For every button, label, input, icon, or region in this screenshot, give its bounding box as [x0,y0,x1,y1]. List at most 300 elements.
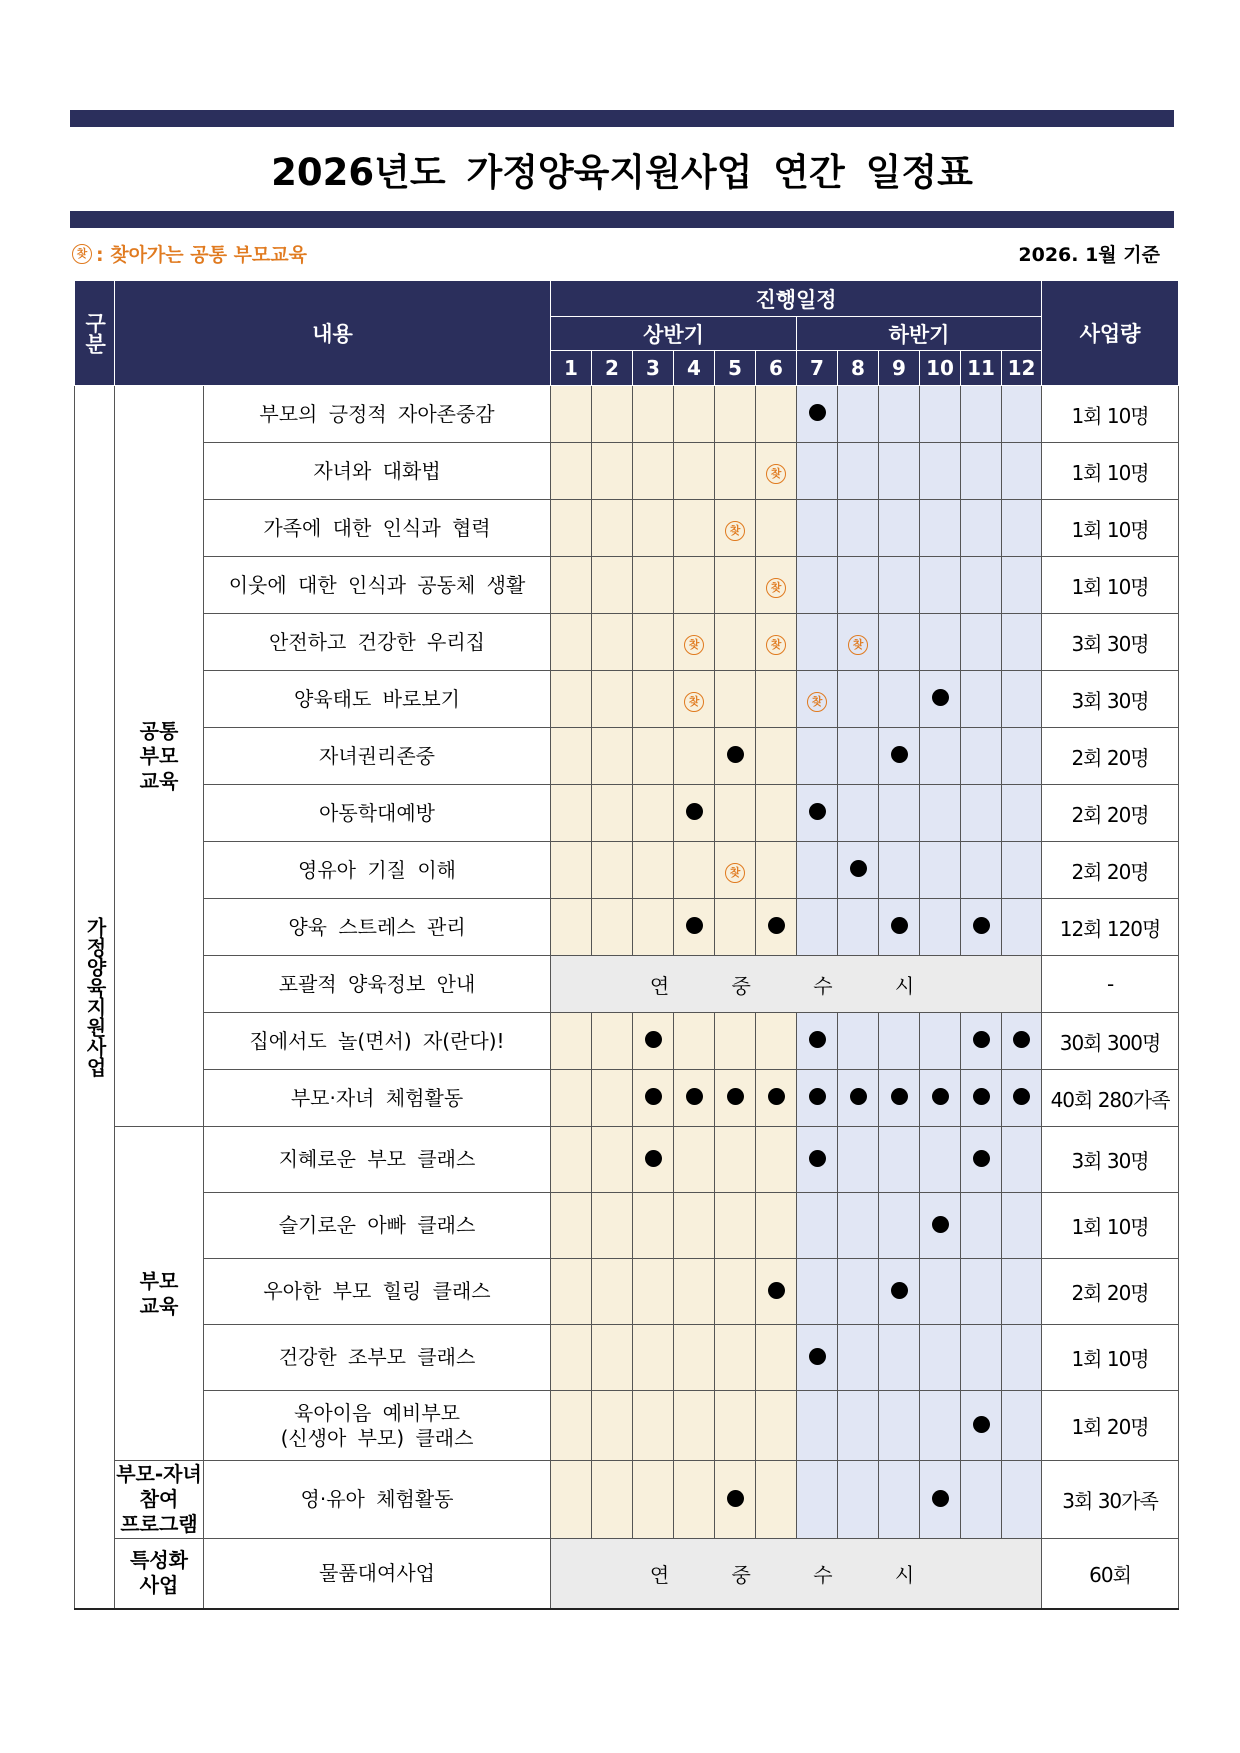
month-cell [838,842,879,899]
table-row [75,1127,1179,1193]
month-cell [674,386,715,443]
month-cell [674,728,715,785]
month-cell [1002,1259,1042,1325]
program-name: 집에서도 놀(면서) 자(란다)! [204,1013,551,1070]
month-cell [920,557,961,614]
month-cell [633,1127,674,1193]
month-cell [797,557,838,614]
scheduled-dot-icon [932,689,949,706]
table-row [75,1193,1179,1259]
month-cell [920,785,961,842]
month-header: 9 [879,351,920,386]
month-cell [961,842,1002,899]
program-name: 부모의 긍정적 자아존중감 [204,386,551,443]
month-cell [838,1070,879,1127]
scheduled-dot-icon [768,1282,785,1299]
table-row [75,443,1179,500]
visit-mark-icon: 찾 [807,692,827,712]
month-cell [674,1193,715,1259]
month-cell [756,1193,797,1259]
month-cell [551,842,592,899]
month-header: 2 [592,351,633,386]
visit-mark-icon: 찾 [725,521,745,541]
month-cell [674,1461,715,1539]
month-cell [756,842,797,899]
month-cell [715,671,756,728]
month-cell [920,614,961,671]
month-cell [879,728,920,785]
month-cell [633,500,674,557]
main-category: 가정양육지원사업 [75,386,115,1609]
header-amount: 사업량 [1042,281,1179,386]
month-header: 12 [1002,351,1042,386]
scheduled-dot-icon [891,917,908,934]
month-cell [592,614,633,671]
scheduled-dot-icon [809,1088,826,1105]
table-row [75,614,1179,671]
scheduled-dot-icon [768,917,785,934]
month-cell [551,671,592,728]
program-name: 포괄적 양육정보 안내 [204,956,551,1013]
month-cell [756,614,797,671]
month-cell [551,1325,592,1391]
visit-mark-icon: 찾 [725,863,745,883]
month-cell [674,614,715,671]
month-cell [920,728,961,785]
month-cell [551,1070,592,1127]
month-cell [551,614,592,671]
scheduled-dot-icon [973,1416,990,1433]
month-cell [633,728,674,785]
month-cell [879,557,920,614]
visit-mark-icon: 찾 [848,635,868,655]
month-cell [674,1259,715,1325]
table-row [75,785,1179,842]
month-cell [633,443,674,500]
scheduled-dot-icon [686,1088,703,1105]
month-cell [674,557,715,614]
program-name: 이웃에 대한 인식과 공동체 생활 [204,557,551,614]
scheduled-dot-icon [768,1088,785,1105]
table-row [75,500,1179,557]
month-cell [551,1013,592,1070]
scheduled-dot-icon [973,1150,990,1167]
month-cell [551,728,592,785]
table-row [75,1539,1179,1609]
month-cell [715,1013,756,1070]
scheduled-dot-icon [891,1088,908,1105]
month-cell [920,1259,961,1325]
month-header: 1 [551,351,592,386]
program-amount: 1회 10명 [1042,557,1179,614]
month-header: 4 [674,351,715,386]
month-cell [961,899,1002,956]
scheduled-dot-icon [932,1490,949,1507]
program-amount: 3회 30명 [1042,614,1179,671]
visit-mark-icon: 찾 [72,244,92,264]
month-cell [797,1391,838,1461]
year-round-label: 연 중 수 시 [551,1539,1042,1609]
month-cell [879,1013,920,1070]
month-cell [592,1259,633,1325]
scheduled-dot-icon [850,1088,867,1105]
month-header: 3 [633,351,674,386]
month-cell [756,500,797,557]
month-cell [961,500,1002,557]
month-cell [879,671,920,728]
month-cell [674,899,715,956]
month-cell [838,1461,879,1539]
month-cell [592,1391,633,1461]
program-amount: 12회 120명 [1042,899,1179,956]
header-first-half: 상반기 [551,317,797,351]
month-cell [879,1193,920,1259]
month-cell [633,671,674,728]
section-name: 부모 교육 [115,1127,204,1461]
month-cell [756,1259,797,1325]
month-cell [961,1325,1002,1391]
program-amount: - [1042,956,1179,1013]
month-cell [1002,1461,1042,1539]
month-cell [838,1127,879,1193]
month-cell [920,443,961,500]
scheduled-dot-icon [932,1088,949,1105]
month-cell [1002,614,1042,671]
month-cell [592,1013,633,1070]
month-header: 7 [797,351,838,386]
section-name: 특성화 사업 [115,1539,204,1609]
month-cell [838,728,879,785]
month-cell [674,1127,715,1193]
month-cell [756,899,797,956]
month-cell [838,1259,879,1325]
month-cell [920,842,961,899]
table-row [75,1259,1179,1325]
month-cell [551,443,592,500]
month-cell [797,671,838,728]
section-name: 공통 부모 교육 [115,386,204,1127]
standard-date: 2026. 1월 기준 [1018,244,1160,266]
program-name: 양육태도 바로보기 [204,671,551,728]
month-cell [551,386,592,443]
month-cell [879,1259,920,1325]
program-name: 슬기로운 아빠 클래스 [204,1193,551,1259]
month-cell [674,785,715,842]
month-cell [756,785,797,842]
program-name: 양육 스트레스 관리 [204,899,551,956]
program-amount: 1회 10명 [1042,1193,1179,1259]
month-cell [756,1461,797,1539]
month-cell [797,614,838,671]
month-cell [715,557,756,614]
header-second-half: 하반기 [797,317,1042,351]
month-cell [756,1013,797,1070]
month-cell [592,557,633,614]
month-cell [715,1391,756,1461]
month-cell [715,728,756,785]
month-cell [920,1070,961,1127]
month-cell [756,1391,797,1461]
page-title: 2026년도 가정양육지원사업 연간 일정표 [271,151,973,194]
month-cell [961,671,1002,728]
month-cell [592,1070,633,1127]
month-header: 10 [920,351,961,386]
month-cell [592,728,633,785]
month-cell [1002,500,1042,557]
month-cell [920,1013,961,1070]
program-name: 우아한 부모 힐링 클래스 [204,1259,551,1325]
month-header: 5 [715,351,756,386]
month-cell [879,899,920,956]
scheduled-dot-icon [850,860,867,877]
table-row [75,956,1179,1013]
program-name: 아동학대예방 [204,785,551,842]
scheduled-dot-icon [727,1490,744,1507]
program-amount: 3회 30명 [1042,671,1179,728]
visit-mark-icon: 찾 [684,692,704,712]
month-cell [961,1461,1002,1539]
month-cell [633,614,674,671]
month-cell [838,386,879,443]
table-row [75,557,1179,614]
table-row [75,728,1179,785]
month-cell [1002,386,1042,443]
program-amount: 1회 20명 [1042,1391,1179,1461]
month-cell [879,443,920,500]
month-cell [592,500,633,557]
table-row [75,671,1179,728]
month-header: 11 [961,351,1002,386]
section-name: 부모-자녀 참여 프로그램 [115,1461,204,1539]
program-name: 영·유아 체험활동 [204,1461,551,1539]
month-cell [920,1461,961,1539]
program-amount: 2회 20명 [1042,728,1179,785]
month-cell [756,386,797,443]
program-name: 자녀권리존중 [204,728,551,785]
month-cell [715,614,756,671]
scheduled-dot-icon [809,1348,826,1365]
month-cell [633,899,674,956]
month-cell [592,842,633,899]
month-cell [1002,1013,1042,1070]
month-cell [797,500,838,557]
month-cell [797,1127,838,1193]
month-cell [838,785,879,842]
legend [72,240,307,267]
table-row [75,1461,1179,1539]
month-cell [592,1461,633,1539]
month-cell [838,899,879,956]
program-amount: 1회 10명 [1042,1325,1179,1391]
month-cell [715,1259,756,1325]
month-cell [797,1193,838,1259]
month-cell [592,1325,633,1391]
month-header: 6 [756,351,797,386]
month-cell [756,557,797,614]
visit-mark-icon: 찾 [766,578,786,598]
scheduled-dot-icon [932,1216,949,1233]
month-cell [633,1193,674,1259]
month-cell [715,785,756,842]
program-name: 부모·자녀 체험활동 [204,1070,551,1127]
month-cell [551,1391,592,1461]
month-cell [797,842,838,899]
program-amount: 60회 [1042,1539,1179,1609]
month-cell [551,1193,592,1259]
month-cell [1002,1193,1042,1259]
scheduled-dot-icon [809,1150,826,1167]
month-cell [879,1070,920,1127]
month-cell [961,1127,1002,1193]
header-category: 구분 [75,281,115,386]
month-cell [674,842,715,899]
bottom-rule [70,211,1174,228]
month-cell [797,785,838,842]
month-cell [551,1259,592,1325]
scheduled-dot-icon [973,1088,990,1105]
month-cell [715,500,756,557]
program-amount: 3회 30명 [1042,1127,1179,1193]
month-cell [1002,1127,1042,1193]
scheduled-dot-icon [727,1088,744,1105]
visit-mark-icon: 찾 [684,635,704,655]
month-cell [879,386,920,443]
month-cell [920,671,961,728]
month-cell [1002,671,1042,728]
month-cell [920,386,961,443]
month-cell [715,443,756,500]
month-cell [920,1127,961,1193]
legend-label: : 찾아가는 공통 부모교육 [96,244,307,266]
scheduled-dot-icon [973,1031,990,1048]
month-cell [961,386,1002,443]
month-cell [756,1325,797,1391]
month-cell [592,671,633,728]
scheduled-dot-icon [645,1088,662,1105]
month-cell [961,1013,1002,1070]
month-cell [838,1325,879,1391]
month-cell [633,1461,674,1539]
month-cell [838,557,879,614]
month-cell [715,1070,756,1127]
month-cell [797,899,838,956]
scheduled-dot-icon [686,917,703,934]
month-cell [674,1325,715,1391]
month-cell [1002,899,1042,956]
visit-mark-icon: 찾 [766,464,786,484]
month-cell [838,614,879,671]
scheduled-dot-icon [727,746,744,763]
month-cell [551,500,592,557]
month-cell [674,500,715,557]
month-cell [797,728,838,785]
month-cell [961,614,1002,671]
year-round-label: 연 중 수 시 [551,956,1042,1013]
month-cell [633,1070,674,1127]
month-cell [633,1259,674,1325]
month-cell [633,1325,674,1391]
month-cell [633,842,674,899]
month-cell [674,1070,715,1127]
month-cell [797,1259,838,1325]
program-name: 지혜로운 부모 클래스 [204,1127,551,1193]
month-cell [1002,1325,1042,1391]
month-cell [756,443,797,500]
month-cell [797,386,838,443]
month-cell [715,899,756,956]
month-cell [838,443,879,500]
month-cell [551,557,592,614]
scheduled-dot-icon [809,1031,826,1048]
scheduled-dot-icon [973,917,990,934]
program-amount: 30회 300명 [1042,1013,1179,1070]
month-cell [715,1127,756,1193]
month-cell [879,1461,920,1539]
month-cell [838,1391,879,1461]
table-row [75,1013,1179,1070]
month-cell [1002,557,1042,614]
header-schedule: 진행일정 [551,281,1042,317]
month-cell [961,1193,1002,1259]
month-cell [1002,443,1042,500]
program-amount: 1회 10명 [1042,386,1179,443]
scheduled-dot-icon [645,1150,662,1167]
month-cell [838,1013,879,1070]
month-cell [715,842,756,899]
month-cell [674,671,715,728]
scheduled-dot-icon [645,1031,662,1048]
program-name: 육아이음 예비부모 (신생아 부모) 클래스 [204,1391,551,1461]
month-cell [920,1391,961,1461]
month-cell [838,500,879,557]
table-row [75,842,1179,899]
scheduled-dot-icon [1013,1031,1030,1048]
month-cell [961,443,1002,500]
month-cell [961,1259,1002,1325]
month-cell [551,785,592,842]
schedule-table [74,280,1179,1610]
month-cell [1002,728,1042,785]
month-cell [879,614,920,671]
month-cell [838,671,879,728]
month-cell [756,1070,797,1127]
month-cell [879,842,920,899]
month-cell [961,1070,1002,1127]
month-cell [715,1461,756,1539]
month-cell [592,1127,633,1193]
month-cell [592,785,633,842]
month-cell [633,557,674,614]
month-cell [1002,785,1042,842]
month-cell [756,671,797,728]
month-cell [551,1461,592,1539]
program-amount: 1회 10명 [1042,443,1179,500]
header-content: 내용 [115,281,551,386]
program-name: 영유아 기질 이해 [204,842,551,899]
month-cell [838,1193,879,1259]
program-amount: 1회 10명 [1042,500,1179,557]
month-cell [961,728,1002,785]
table-row [75,1325,1179,1391]
month-cell [879,1325,920,1391]
month-cell [1002,842,1042,899]
month-cell [879,1391,920,1461]
month-cell [715,1325,756,1391]
month-cell [920,899,961,956]
month-cell [797,1070,838,1127]
month-cell [592,899,633,956]
table-row [75,899,1179,956]
